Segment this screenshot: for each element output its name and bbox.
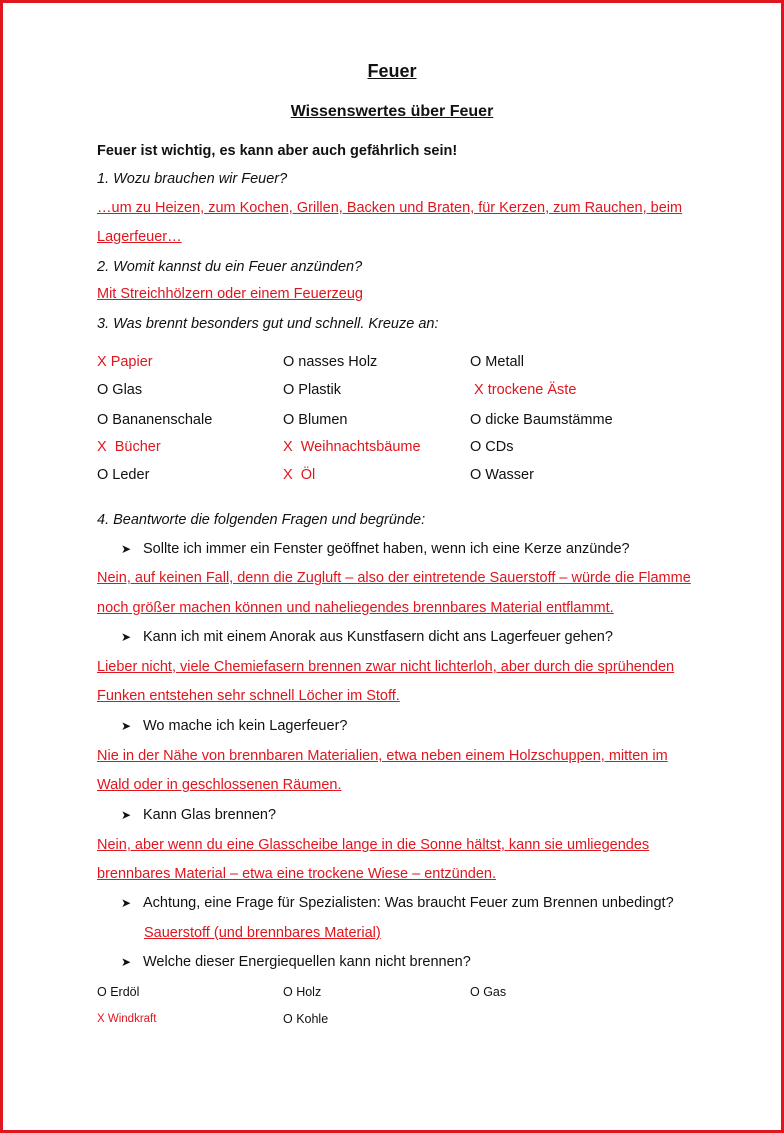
energy-option-holz: O Holz	[283, 985, 322, 999]
bullet-question-glas	[121, 807, 276, 823]
bullet-text: Welche dieser Energiequellen kann nicht brennen?	[143, 954, 471, 970]
question-3: 3. Was brennt besonders gut und schnell. Kreuze an:	[97, 316, 439, 332]
bullet-question-energiequellen	[121, 954, 471, 970]
page-subtitle: Wissenswertes über Feuer	[290, 103, 494, 120]
option-metall: O Metall	[470, 354, 524, 370]
arrow-bullet-icon: ➤	[121, 896, 132, 910]
energy-option-gas: O Gas	[470, 985, 507, 999]
option-cds: O CDs	[470, 439, 514, 455]
arrow-bullet-icon: ➤	[121, 719, 132, 733]
question-1: 1. Wozu brauchen wir Feuer?	[97, 171, 288, 187]
bullet-text: Achtung, eine Frage für Spezialisten: Was braucht Feuer zum Brennen unbedingt?	[143, 895, 674, 911]
option-bananenschale: O Bananenschale	[97, 412, 213, 428]
answer-glas-line-1: Nein, aber wenn du eine Glasscheibe lange in die Sonne hältst, kann sie umliegendes	[97, 837, 650, 853]
energy-option-kohle: O Kohle	[283, 1012, 329, 1026]
bullet-text: Kann Glas brennen?	[143, 807, 277, 823]
option-nasses-holz: O nasses Holz	[283, 354, 378, 370]
bullet-question-spezialisten	[121, 895, 674, 911]
arrow-bullet-icon: ➤	[121, 630, 132, 644]
answer-2: Mit Streichhölzern oder einem Feuerzeug	[97, 286, 363, 302]
arrow-bullet-icon: ➤	[121, 542, 132, 556]
intro-text: Feuer ist wichtig, es kann aber auch gefährlich sein!	[97, 143, 458, 159]
arrow-bullet-icon: ➤	[121, 808, 132, 822]
bullet-question-lagerfeuer	[121, 718, 347, 734]
option-blumen: O Blumen	[283, 412, 348, 428]
answer-1-line-2: Lagerfeuer…	[97, 229, 182, 245]
answer-spezialisten: Sauerstoff (und brennbares Material)	[144, 925, 381, 941]
option-wasser: O Wasser	[470, 467, 534, 483]
question-2: 2. Womit kannst du ein Feuer anzünden?	[97, 259, 363, 275]
answer-1-line-1: …um zu Heizen, zum Kochen, Grillen, Backen und Braten, für Kerzen, zum Rauchen, beim	[97, 200, 683, 216]
energy-option-erdoel: O Erdöl	[97, 985, 140, 999]
answer-lagerfeuer-line-1: Nie in der Nähe von brennbaren Materialien, etwa neben einem Holzschuppen, mitten im	[97, 748, 668, 764]
option-dicke-baumstaemme: O dicke Baumstämme	[470, 412, 613, 428]
option-papier: X Papier	[97, 354, 153, 370]
option-trockene-aeste: X trockene Äste	[470, 382, 577, 398]
option-weihnachtsbaeume: X Weihnachtsbäume	[283, 439, 421, 455]
bullet-text: Sollte ich immer ein Fenster geöffnet haben, wenn ich eine Kerze anzünde?	[143, 541, 630, 557]
answer-glas-line-2: brennbares Material – etwa eine trockene Wiese – entzünden.	[97, 866, 496, 882]
option-leder: O Leder	[97, 467, 150, 483]
answer-fenster-line-2: noch größer machen können und naheliegendes brennbares Material entflammt.	[97, 600, 614, 616]
bullet-text: Kann ich mit einem Anorak aus Kunstfasern dicht ans Lagerfeuer gehen?	[143, 629, 613, 645]
page-title: Feuer	[367, 61, 417, 81]
answer-fenster-line-1: Nein, auf keinen Fall, denn die Zugluft – also der eintretende Sauerstoff – würde die Flamme	[97, 570, 691, 586]
option-buecher: X Bücher	[97, 439, 161, 455]
answer-lagerfeuer-line-2: Wald oder in geschlossenen Räumen.	[97, 777, 342, 793]
question-4: 4. Beantworte die folgenden Fragen und begründe:	[97, 512, 426, 528]
energy-option-windkraft: X Windkraft	[97, 1013, 157, 1025]
option-oel: X Öl	[283, 467, 316, 483]
option-glas: O Glas	[97, 382, 143, 398]
arrow-bullet-icon: ➤	[121, 955, 132, 969]
answer-anorak-line-1: Lieber nicht, viele Chemiefasern brennen zwar nicht lichterloh, aber durch die sprühenden	[97, 659, 675, 675]
bullet-question-anorak	[121, 629, 613, 645]
answer-anorak-line-2: Funken entstehen sehr schnell Löcher im Stoff.	[97, 688, 400, 704]
bullet-question-fenster	[121, 541, 630, 557]
bullet-text: Wo mache ich kein Lagerfeuer?	[143, 718, 348, 734]
option-plastik: O Plastik	[283, 382, 342, 398]
